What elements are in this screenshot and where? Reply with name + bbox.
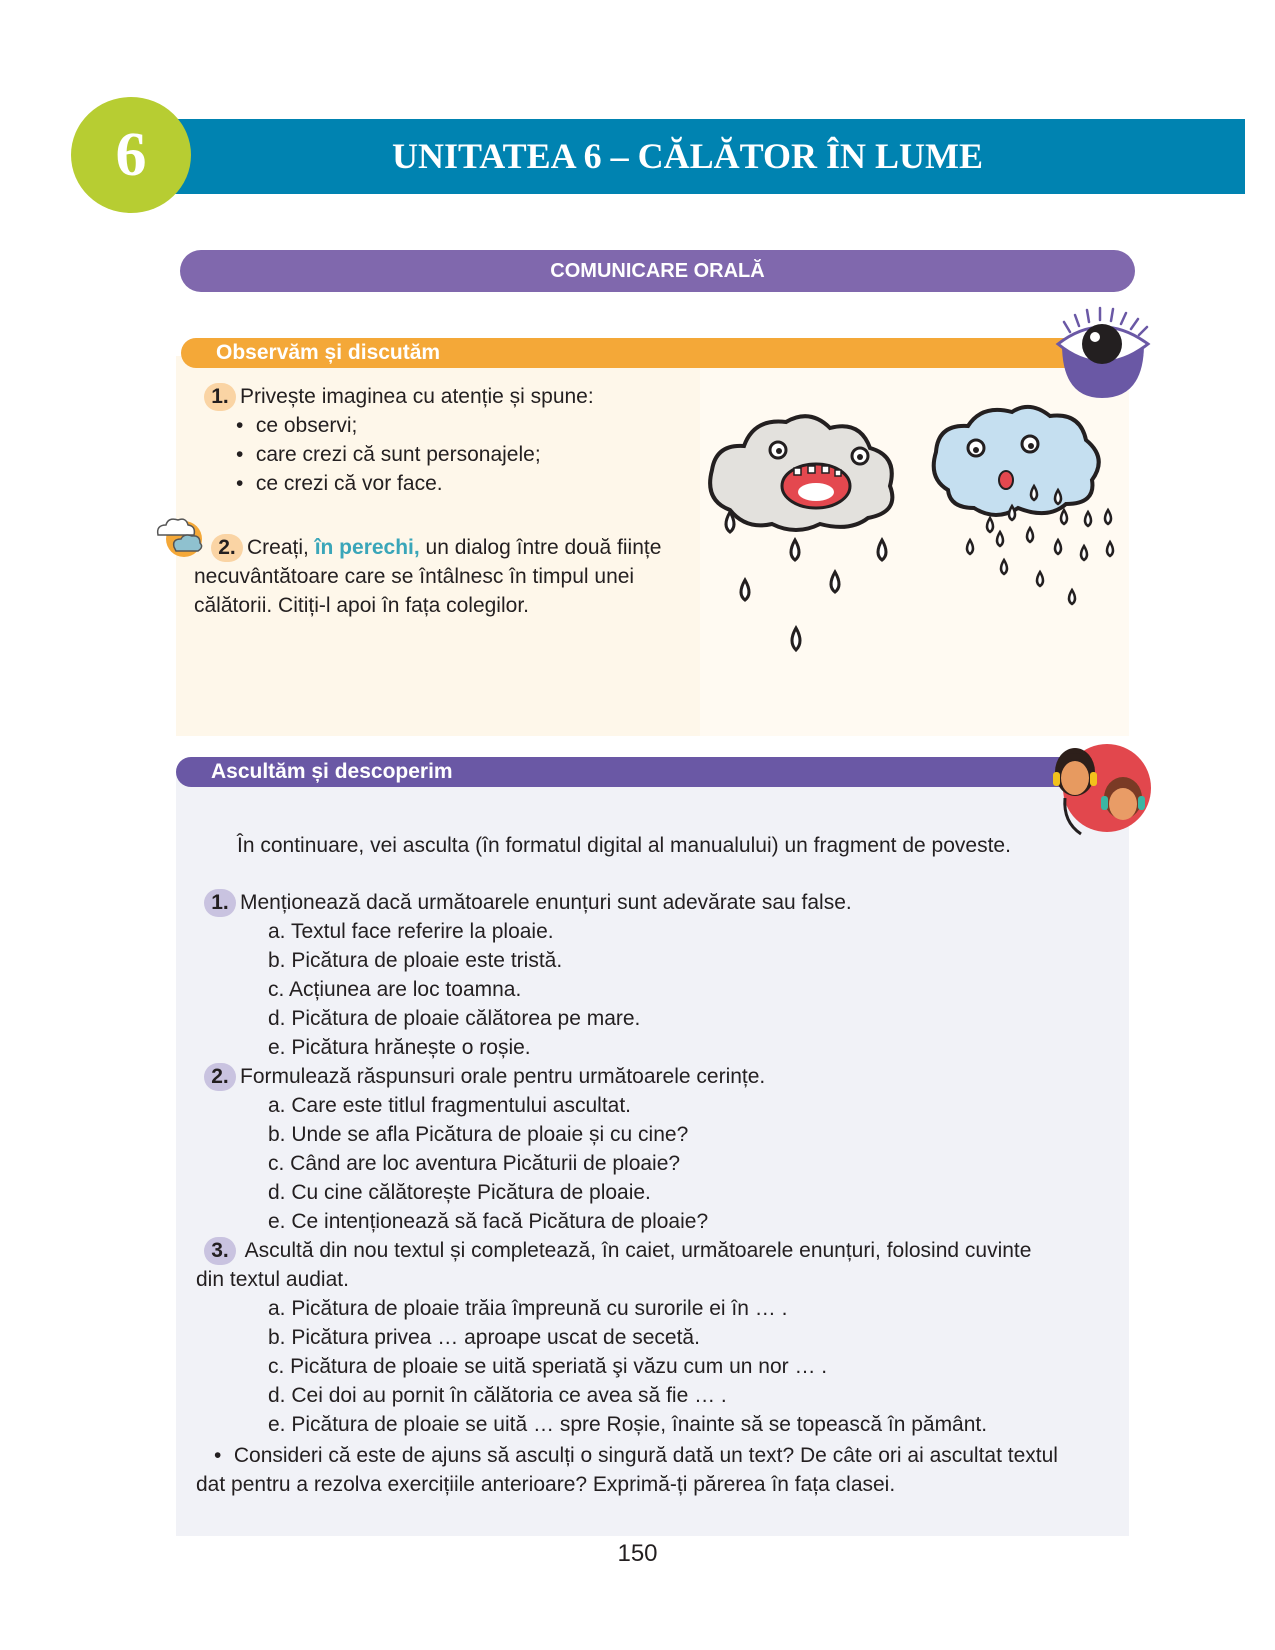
list-item: e. Picătura hrănește o roșie.: [268, 1036, 531, 1059]
q1-number: 1.: [204, 383, 236, 411]
list-item: e. Picătura de ploaie se uită … spre Roșie, înainte să se topească în pământ.: [268, 1413, 988, 1436]
ascultam-intro: În continuare, vei asculta (în formatul digital al manualului) un fragment de poveste.: [237, 834, 1011, 857]
ascultam-q1: 1. Menționează dacă următoarele enunțuri sunt adevărate sau false.: [204, 888, 852, 917]
q2-number: 2.: [204, 1063, 236, 1091]
observam-q2: 2. Creați, în perechi, un dialog între două ființe: [211, 533, 661, 562]
q3-number: 3.: [204, 1237, 236, 1265]
list-item: • care crezi că sunt personajele;: [236, 443, 541, 466]
q1-number: 1.: [204, 889, 236, 917]
q2-number: 2.: [211, 534, 243, 562]
list-item: a. Care este titlul fragmentului ascultat.: [268, 1094, 632, 1117]
list-item: d. Cu cine călătorește Picătura de ploaie.: [268, 1181, 651, 1204]
ascultam-final-line1: • Consideri că este de ajuns să asculți o singură dată un text? De câte ori ai ascultat textul: [214, 1441, 1058, 1470]
page-number: 150: [617, 1540, 658, 1567]
list-item: b. Picătura de ploaie este tristă.: [268, 949, 563, 972]
observam-q2-line3: călătorii. Citiți-l apoi în fața colegilor.: [194, 594, 529, 617]
list-item: c. Picătura de ploaie se uită speriată şi văzu cum un nor … .: [268, 1355, 828, 1378]
ascultam-header: Ascultăm și descoperim: [176, 757, 1086, 787]
list-item: b. Unde se afla Picătura de ploaie și cu cine?: [268, 1123, 689, 1146]
list-item: c. Când are loc aventura Picăturii de ploaie?: [268, 1152, 681, 1175]
section-title: COMUNICARE ORALĂ: [180, 250, 1135, 292]
ascultam-q3: 3. Ascultă din nou textul și completează, în caiet, următoarele enunțuri, folosind cuvinte: [204, 1236, 1031, 1265]
list-item: d. Picătura de ploaie călătorea pe mare.: [268, 1007, 641, 1030]
observam-header: Observăm și discutăm: [181, 338, 1081, 368]
bullet: •: [214, 1444, 222, 1467]
unit-number-badge: 6: [71, 97, 191, 213]
list-item: • ce crezi că vor face.: [236, 472, 443, 495]
list-item: a. Picătura de ploaie trăia împreună cu surorile ei în … .: [268, 1297, 788, 1320]
observam-q1: [204, 382, 594, 411]
unit-title: UNITATEA 6 – CĂLĂTOR ÎN LUME: [391, 136, 984, 176]
ascultam-q2: 2. Formulează răspunsuri orale pentru următoarele cerințe.: [204, 1062, 765, 1091]
list-item: d. Cei doi au pornit în călătoria ce avea să fie … .: [268, 1384, 727, 1407]
eye-icon: [1052, 306, 1152, 402]
list-item: a. Textul face referire la ploaie.: [268, 920, 554, 943]
list-item: b. Picătura privea … aproape uscat de secetă.: [268, 1326, 700, 1349]
ascultam-q3-line2: din textul audiat.: [196, 1268, 349, 1291]
ascultam-final-line2: dat pentru a rezolva exercițiile anterioare? Exprimă-ți părerea în fața clasei.: [196, 1473, 896, 1496]
rain-clouds-illustration: [700, 400, 1130, 700]
list-item: e. Ce intenționează să facă Picătura de ploaie?: [268, 1210, 709, 1233]
listening-kids-icon: [1045, 738, 1157, 838]
list-item: c. Acțiunea are loc toamna.: [268, 978, 522, 1001]
list-item: • ce observi;: [236, 414, 358, 437]
pair-work-icon: [154, 513, 206, 561]
q1-text: Privește imaginea cu atenție și spune:: [240, 385, 594, 408]
highlight-in-pairs: în perechi,: [314, 536, 420, 559]
observam-q2-line2: necuvântătoare care se întâlnesc în timpul unei: [194, 565, 635, 588]
